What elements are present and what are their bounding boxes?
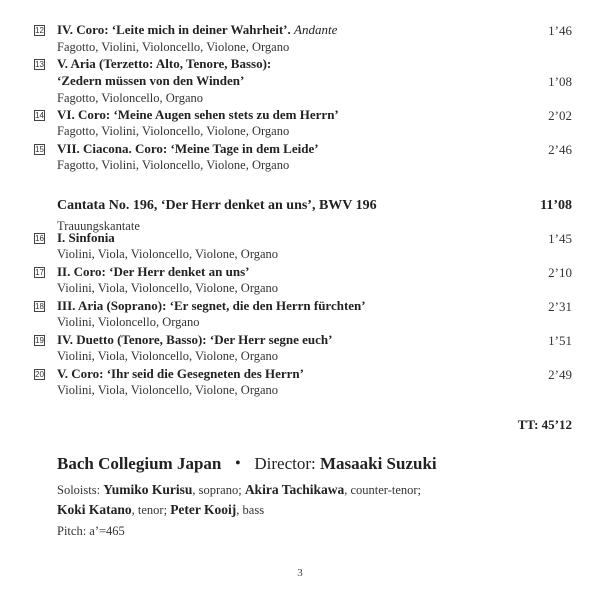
track-title: V. Coro: ‘Ihr seid die Gesegneten des Herrn’	[57, 366, 304, 381]
track-number-box: 16	[35, 234, 44, 243]
track-duration: 1’45	[548, 231, 572, 246]
track-number-box: 15	[35, 145, 44, 154]
track-instruments: Violini, Viola, Violoncello, Violone, Organo	[57, 383, 279, 397]
track-duration: 2’02	[548, 108, 572, 123]
ensemble-line	[57, 449, 437, 474]
page-number: 3	[297, 567, 303, 579]
soloist-role: , tenor;	[131, 503, 168, 517]
track-number-box: 18	[35, 302, 44, 311]
track-duration: 2’46	[548, 142, 572, 157]
soloist-role: , soprano;	[192, 483, 242, 497]
track-instruments: Fagotto, Violini, Violoncello, Violone, Organo	[57, 40, 290, 54]
soloist-role: , bass	[236, 503, 265, 517]
track-number-box: 20	[35, 370, 44, 379]
track-title-line2: ‘Zedern müssen von den Winden’	[57, 73, 245, 88]
soloist-name: Peter Kooij	[170, 502, 237, 517]
track-duration: 1’51	[548, 333, 572, 348]
track-number-box: 19	[35, 336, 44, 345]
separator-dot: ・	[229, 454, 247, 473]
track-title: VI. Coro: ‘Meine Augen sehen stets zu dem Herrn’	[57, 107, 339, 122]
track-title: IV. Duetto (Tenore, Basso): ‘Der Herr segne euch’	[57, 332, 333, 347]
track-duration: 2’10	[548, 265, 572, 280]
cantata-title: Cantata No. 196, ‘Der Herr denket an uns’, BWV 196	[57, 198, 377, 213]
track-instruments: Violini, Violoncello, Organo	[57, 315, 200, 329]
track-duration: 1’08	[548, 74, 572, 89]
track-number-box: 14	[35, 111, 44, 120]
track-instruments: Fagotto, Violini, Violoncello, Violone, Organo	[57, 158, 290, 172]
track-instruments: Fagotto, Violoncello, Organo	[57, 91, 203, 105]
soloist-name: Koki Katano	[57, 502, 132, 517]
track-title: VII. Ciacona. Coro: ‘Meine Tage in dem Leide’	[57, 141, 319, 156]
track-title-main: IV. Coro: ‘Leite mich in deiner Wahrheit’.	[57, 22, 291, 37]
track-instruments: Fagotto, Violini, Violoncello, Violone, Organo	[57, 124, 290, 138]
track-title: V. Aria (Terzetto: Alto, Tenore, Basso):	[57, 56, 272, 71]
track-title: II. Coro: ‘Der Herr denket an uns’	[57, 264, 250, 279]
track-instruments: Violini, Viola, Violoncello, Violone, Organo	[57, 349, 279, 363]
soloists-label: Soloists:	[57, 483, 101, 497]
soloists-block	[57, 480, 421, 520]
track-number-box: 17	[35, 268, 44, 277]
soloist-role: , counter-tenor;	[344, 483, 422, 497]
track-duration: 2’31	[548, 299, 572, 314]
cantata-total-time: 11’08	[540, 198, 572, 213]
track-number-box: 12	[35, 26, 44, 35]
track-instruments: Violini, Viola, Violoncello, Violone, Organo	[57, 247, 279, 261]
director-name: Masaaki Suzuki	[319, 454, 437, 473]
track-title: III. Aria (Soprano): ‘Er segnet, die den Herrn fürchten’	[57, 298, 366, 313]
cantata-subtitle: Trauungskantate	[57, 219, 140, 233]
pitch-note: Pitch: a’=465	[57, 524, 125, 538]
track-duration: 2’49	[548, 367, 572, 382]
track-tempo: Andante	[294, 22, 338, 37]
track-title	[57, 22, 337, 38]
track-number-box: 13	[35, 60, 44, 69]
director-label: Director:	[254, 454, 316, 473]
track-instruments: Violini, Viola, Violoncello, Violone, Organo	[57, 281, 279, 295]
ensemble-name: Bach Collegium Japan	[57, 454, 222, 473]
total-time: TT: 45’12	[517, 417, 572, 432]
soloist-name: Akira Tachikawa	[244, 482, 345, 497]
track-title: I. Sinfonia	[57, 230, 115, 245]
soloist-name: Yumiko Kurisu	[103, 482, 193, 497]
track-duration: 1’46	[548, 23, 572, 38]
